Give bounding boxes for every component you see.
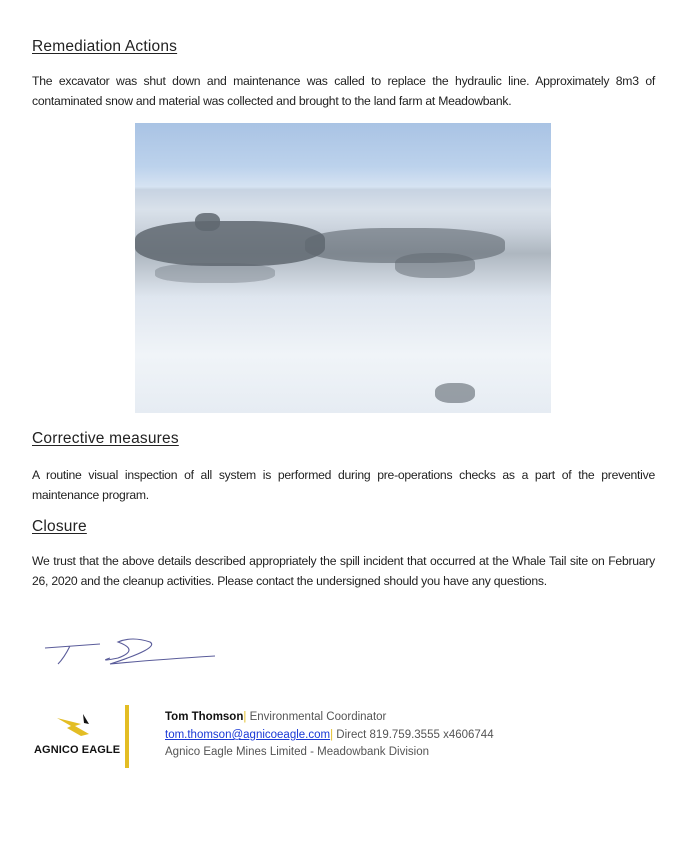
signature-line-2: tom.thomson@agnicoeagle.com| Direct 819.759.3555 x4606744 (165, 729, 494, 741)
email-link[interactable]: tom.thomson@agnicoeagle.com (165, 729, 331, 741)
handwritten-signature (40, 628, 225, 673)
heading-closure: Closure (32, 518, 87, 535)
logo-text: AGNICO EAGLE (34, 744, 121, 756)
phone: Direct 819.759.3555 x4606744 (336, 729, 494, 741)
signer-title: Environmental Coordinator (249, 711, 387, 723)
heading-corrective-measures: Corrective measures (32, 430, 179, 447)
agnico-eagle-logo-icon (55, 712, 95, 742)
corrective-text: A routine visual inspection of all system is performed during pre-operations checks as a part of the preventive maintenance program. (32, 468, 655, 502)
remediation-text: The excavator was shut down and maintenance was called to replace the hydraulic line. Approximately 8m3 of contaminated snow and material was collected and brought to the land farm at Meadowbank. (32, 74, 655, 108)
closure-text: We trust that the above details described appropriately the spill incident that occurred at the Whale Tail site on February 26, 2020 and the cleanup activities. Please contact the undersigned should you have any questions. (32, 554, 655, 588)
logo-divider (125, 705, 129, 768)
signature-line-1: Tom Thomson| Environmental Coordinator (165, 711, 387, 723)
signer-name: Tom Thomson (165, 711, 244, 723)
site-photo (135, 123, 551, 413)
company-name: Agnico Eagle Mines Limited - Meadowbank Division (165, 746, 429, 758)
heading-remediation-actions: Remediation Actions (32, 38, 178, 55)
